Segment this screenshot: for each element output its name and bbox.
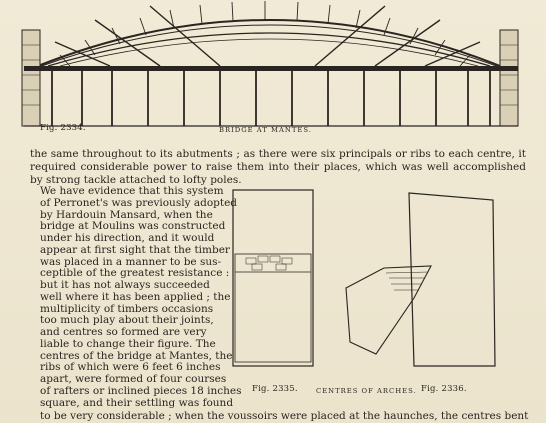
column-text-line: square, and their settling was found bbox=[40, 396, 234, 409]
column-text-line: ceptible of the greatest resistance : bbox=[40, 267, 230, 280]
column-text-line: by Hardouin Mansard, when the bbox=[40, 208, 213, 221]
figure-2335-number: Fig. 2335. bbox=[252, 384, 298, 394]
column-text-line: was placed in a manner to be sus- bbox=[40, 255, 222, 268]
column-text-line: apart, were formed of four courses bbox=[40, 373, 227, 385]
figure-2334-number: Fig. 2334. bbox=[40, 123, 86, 133]
figure-2334-caption: BRIDGE AT MANTES. bbox=[219, 126, 312, 134]
paragraph-abutments: the same throughout to its abutments ; as there were six principals or ribs to each centre, it required considerable power to raise them into their places, which was well accomplished by strong tackle attached to lofty poles. bbox=[30, 148, 526, 186]
bridge-at-mantes-illustration bbox=[0, 0, 546, 135]
column-text-line: liable to change their figure. The bbox=[40, 337, 216, 350]
column-text-line: We have evidence that this system bbox=[40, 185, 224, 197]
column-text-line: multiplicity of timbers occasions bbox=[40, 302, 214, 315]
column-text-line: centres of the bridge at Mantes, the bbox=[40, 349, 233, 362]
column-text-line: well where it has been applied ; the bbox=[40, 290, 231, 303]
column-text-line: and centres so formed are very bbox=[40, 326, 207, 338]
column-text-line: appear at first sight that the timber bbox=[40, 243, 230, 256]
centres-of-arches-caption: CENTRES OF ARCHES. bbox=[316, 387, 417, 395]
figure-2336-number: Fig. 2336. bbox=[421, 384, 467, 394]
column-text-line: of rafters or inclined pieces 18 inches bbox=[40, 384, 242, 397]
centres-of-arches-illustration bbox=[226, 184, 498, 394]
column-text-line: but it has not always succeeded bbox=[40, 279, 210, 291]
bottom-text-line: to be very considerable ; when the voussoirs were placed at the haunches, the centres bent bbox=[40, 410, 529, 422]
column-text-line: of Perronet's was previously adopted bbox=[40, 196, 238, 209]
column-text-line: under his direction, and it would bbox=[40, 232, 215, 244]
column-text-line: bridge at Moulins was constructed bbox=[40, 220, 226, 233]
column-text-line: too much play about their joints, bbox=[40, 314, 214, 327]
column-text-line: ribs of which were 6 feet 6 inches bbox=[40, 361, 221, 374]
